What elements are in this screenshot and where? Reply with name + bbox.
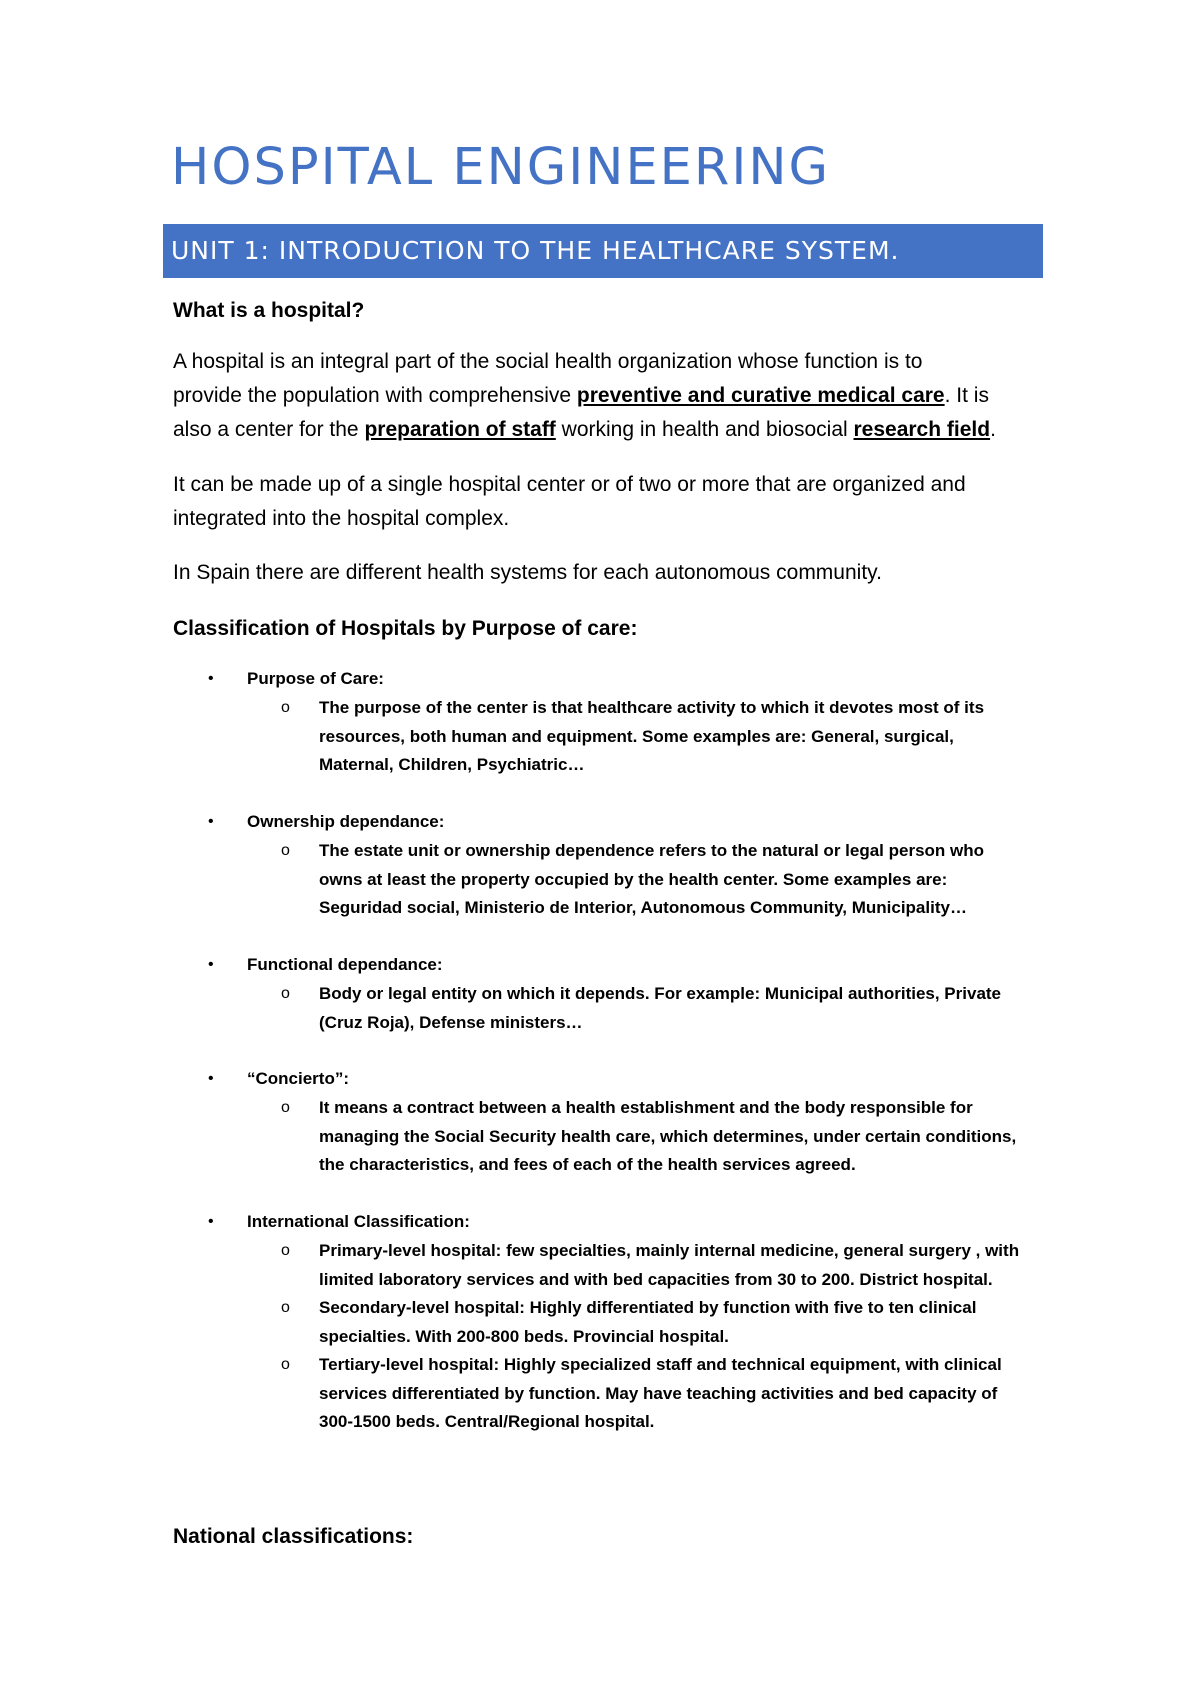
spain-paragraph: In Spain there are different health systems for each autonomous community.: [173, 561, 882, 584]
sub-list-item-text: Tertiary-level hospital: Highly specialized staff and technical equipment, with clinical services differentiated by function. May have teaching activities and bed capacity of 300-1500 beds. Central/Regional hospital.: [319, 1355, 1002, 1432]
sub-list-item-text: Secondary-level hospital: Highly differentiated by function with five to ten clinical specialties. With 200-800 beds. Provincial hospital.: [319, 1298, 977, 1346]
unit-heading-text: UNIT 1: INTRODUCTION TO THE HEALTHCARE SYSTEM.: [171, 236, 900, 265]
list-item-label: Purpose of Care:: [247, 669, 384, 688]
definition-line-3: also a center for the preparation of staff working in health and biosocial research field.: [173, 418, 996, 441]
definition-line-2: provide the population with comprehensive preventive and curative medical care. It is: [173, 384, 989, 407]
sub-list-item-text: Primary-level hospital: few specialties, mainly internal medicine, general surgery , with limited laboratory services and with bed capacities from 30 to 200. District hospital.: [319, 1241, 1020, 1289]
definition-line-1: A hospital is an integral part of the social health organization whose function is to: [173, 350, 923, 373]
sub-list-item-text: Body or legal entity on which it depends. For example: Municipal authorities, Private (Cruz Roja), Defense ministers…: [319, 984, 1002, 1032]
bullet-marker: •: [208, 956, 214, 973]
sub-bullet-marker: o: [281, 1099, 290, 1116]
list-item-label: Functional dependance:: [247, 955, 443, 974]
sub-list-item-text: The estate unit or ownership dependence refers to the natural or legal person who owns at least the property occupied by the health center. Some examples are: Seguridad social, Ministerio de Interior, Autonomous Community, Municipality…: [319, 841, 985, 918]
composition-line-2: integrated into the hospital complex.: [173, 507, 510, 530]
classification-heading: Classification of Hospitals by Purpose of care:: [173, 617, 638, 640]
bullet-marker: •: [208, 1070, 214, 1087]
list-item-label: “Concierto”:: [247, 1069, 349, 1088]
research-field-term: research field: [853, 418, 991, 441]
bullet-marker: •: [208, 1213, 214, 1230]
sub-bullet-marker: o: [281, 985, 290, 1002]
sub-bullet-marker: o: [281, 1299, 290, 1316]
list-item-label: Ownership dependance:: [247, 812, 445, 831]
sub-list-item-text: The purpose of the center is that healthcare activity to which it devotes most of its resources, both human and equipment. Some examples are: General, surgical, Maternal, Children, Psychiatric…: [319, 698, 985, 775]
bullet-marker: •: [208, 670, 214, 687]
composition-paragraph: [173, 468, 1073, 536]
preparation-of-staff-term: preparation of staff: [364, 418, 556, 441]
unit-heading-banner: [163, 224, 1043, 278]
composition-line-1: It can be made up of a single hospital center or of two or more that are organized and: [173, 473, 966, 496]
question-heading: What is a hospital?: [173, 299, 365, 322]
preventive-care-term: preventive and curative medical care: [576, 384, 945, 407]
national-heading: National classifications:: [173, 1525, 414, 1548]
document-title: HOSPITAL ENGINEERING: [171, 138, 831, 197]
list-item-label: International Classification:: [247, 1212, 470, 1231]
sub-bullet-marker: o: [281, 699, 290, 716]
definition-paragraph: [173, 345, 1073, 447]
sub-bullet-marker: o: [281, 1356, 290, 1373]
bullet-marker: •: [208, 813, 214, 830]
sub-bullet-marker: o: [281, 1242, 290, 1259]
sub-bullet-marker: o: [281, 842, 290, 859]
sub-list-item-text: It means a contract between a health establishment and the body responsible for managing the Social Security health care, which determines, under certain conditions, the characteristics, and fees of each of the health services agreed.: [319, 1098, 1017, 1175]
